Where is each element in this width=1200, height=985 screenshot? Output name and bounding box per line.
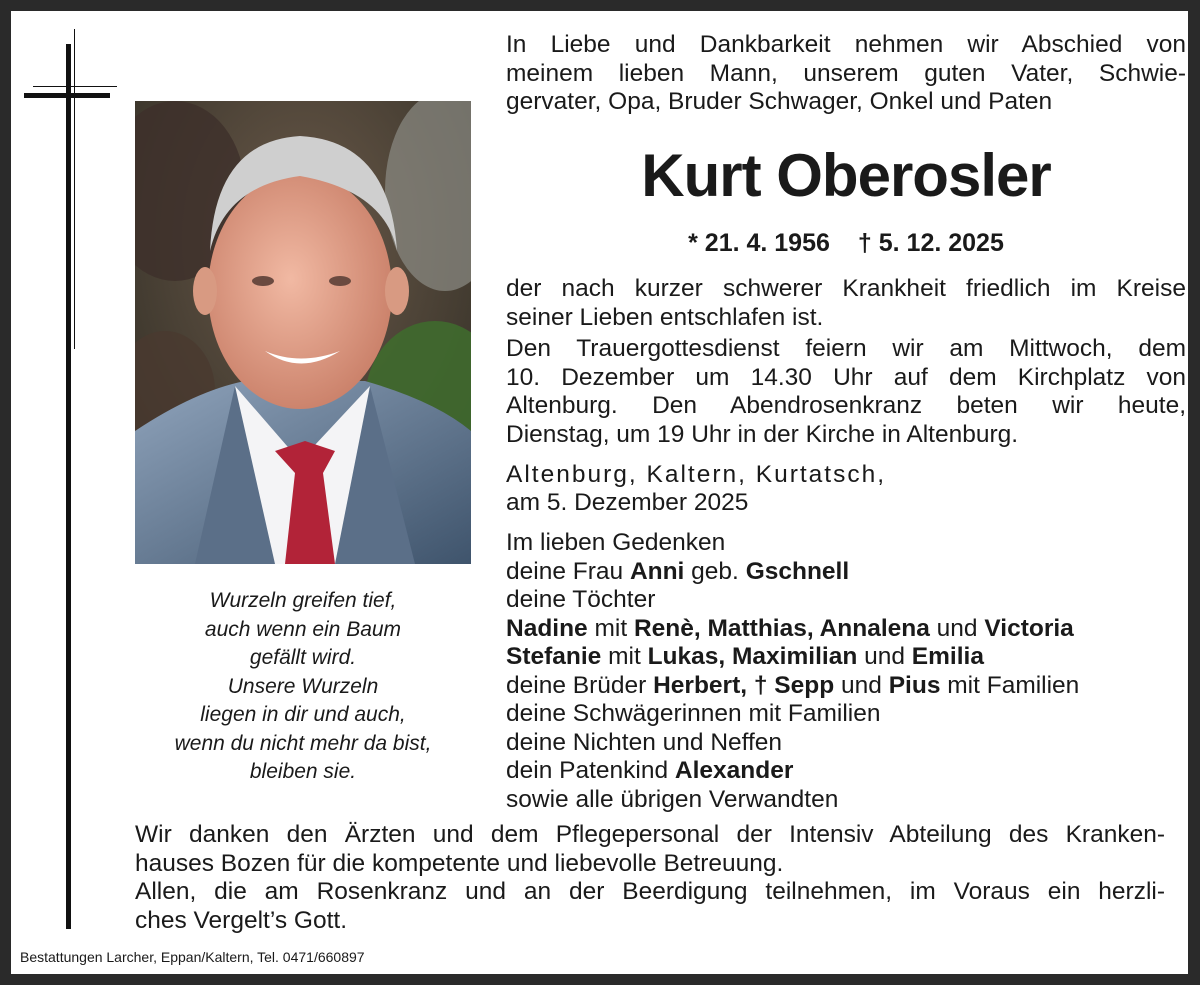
birth-date: * 21. 4. 1956 <box>688 229 830 257</box>
body-line: Altenburg. Den Abendrosenkranz beten wir heute, <box>506 392 1186 419</box>
place-line: Altenburg, Kaltern, Kurtatsch, <box>506 461 887 488</box>
date-line: am 5. Dezember 2025 <box>506 489 749 516</box>
family-godchild: dein Patenkind Alexander <box>506 757 794 784</box>
quote-line: bleiben sie. <box>249 760 357 783</box>
intro-line: meinem lieben Mann, unserem guten Vater, Schwie- <box>506 59 1186 87</box>
obituary-notice <box>11 11 1188 974</box>
passing-text <box>506 275 1186 332</box>
family-relatives: sowie alle übrigen Verwandten <box>506 785 839 813</box>
family-wife: deine Frau Anni geb. Gschnell <box>506 557 850 585</box>
thanks-line: hauses Bozen für die kompetente und liebevolle Betreuung. <box>135 849 784 877</box>
body-line: 10. Dezember um 14.30 Uhr auf dem Kirchplatz von <box>506 363 1186 391</box>
quote-line: Unsere Wurzeln <box>227 674 379 698</box>
service-text <box>506 335 1186 449</box>
deceased-name: Kurt Oberosler <box>641 142 1051 209</box>
death-date: † 5. 12. 2025 <box>857 229 1004 257</box>
body-line: seiner Lieben entschlafen ist. <box>506 303 824 331</box>
thanks-line: Wir danken den Ärzten und dem Pflegepersonal der Intensiv Abteilung des Kranken- <box>135 821 1165 848</box>
family-daughter-1: Nadine mit Renè, Matthias, Annalena und Victoria <box>506 614 1074 642</box>
funeral-home-footer: Bestattungen Larcher, Eppan/Kaltern, Tel. 0471/660897 <box>20 949 365 965</box>
thanks-line: ches Vergelt’s Gott. <box>135 906 347 934</box>
intro-text <box>506 31 1186 117</box>
family-list <box>506 529 1186 814</box>
family-nieces: deine Nichten und Neffen <box>506 728 783 756</box>
quote-line: Wurzeln greifen tief, <box>209 589 397 612</box>
family-brothers: deine Brüder Herbert, † Sepp und Pius mit Familien <box>506 671 1080 699</box>
family-daughters: deine Töchter <box>506 586 656 613</box>
life-dates <box>506 228 1186 258</box>
quote-line: wenn du nicht mehr da bist, <box>174 731 432 755</box>
memorial-quote <box>135 587 471 787</box>
intro-line: In Liebe und Dankbarkeit nehmen wir Abschied von <box>506 31 1186 58</box>
body-line: Dienstag, um 19 Uhr in der Kirche in Altenburg. <box>506 420 1019 448</box>
intro-line: gervater, Opa, Bruder Schwager, Onkel und Paten <box>506 88 1053 115</box>
quote-line: gefällt wird. <box>249 646 357 669</box>
body-line: Den Trauergottesdienst feiern wir am Mittwoch, dem <box>506 335 1186 362</box>
family-daughter-2: Stefanie mit Lukas, Maximilian und Emilia <box>506 643 984 670</box>
thanks-line: Allen, die am Rosenkranz und an der Beerdigung teilnehmen, im Voraus ein herzli- <box>135 878 1165 905</box>
quote-line: liegen in dir und auch, <box>200 703 406 726</box>
quote-line: auch wenn ein Baum <box>204 617 402 641</box>
portrait-photo <box>135 101 471 564</box>
thanks-text <box>135 821 1165 935</box>
body-line: der nach kurzer schwerer Krankheit friedlich im Kreise <box>506 275 1186 302</box>
family-sisters-in-law: deine Schwägerinnen mit Familien <box>506 700 881 727</box>
family-heading: Im lieben Gedenken <box>506 529 726 556</box>
